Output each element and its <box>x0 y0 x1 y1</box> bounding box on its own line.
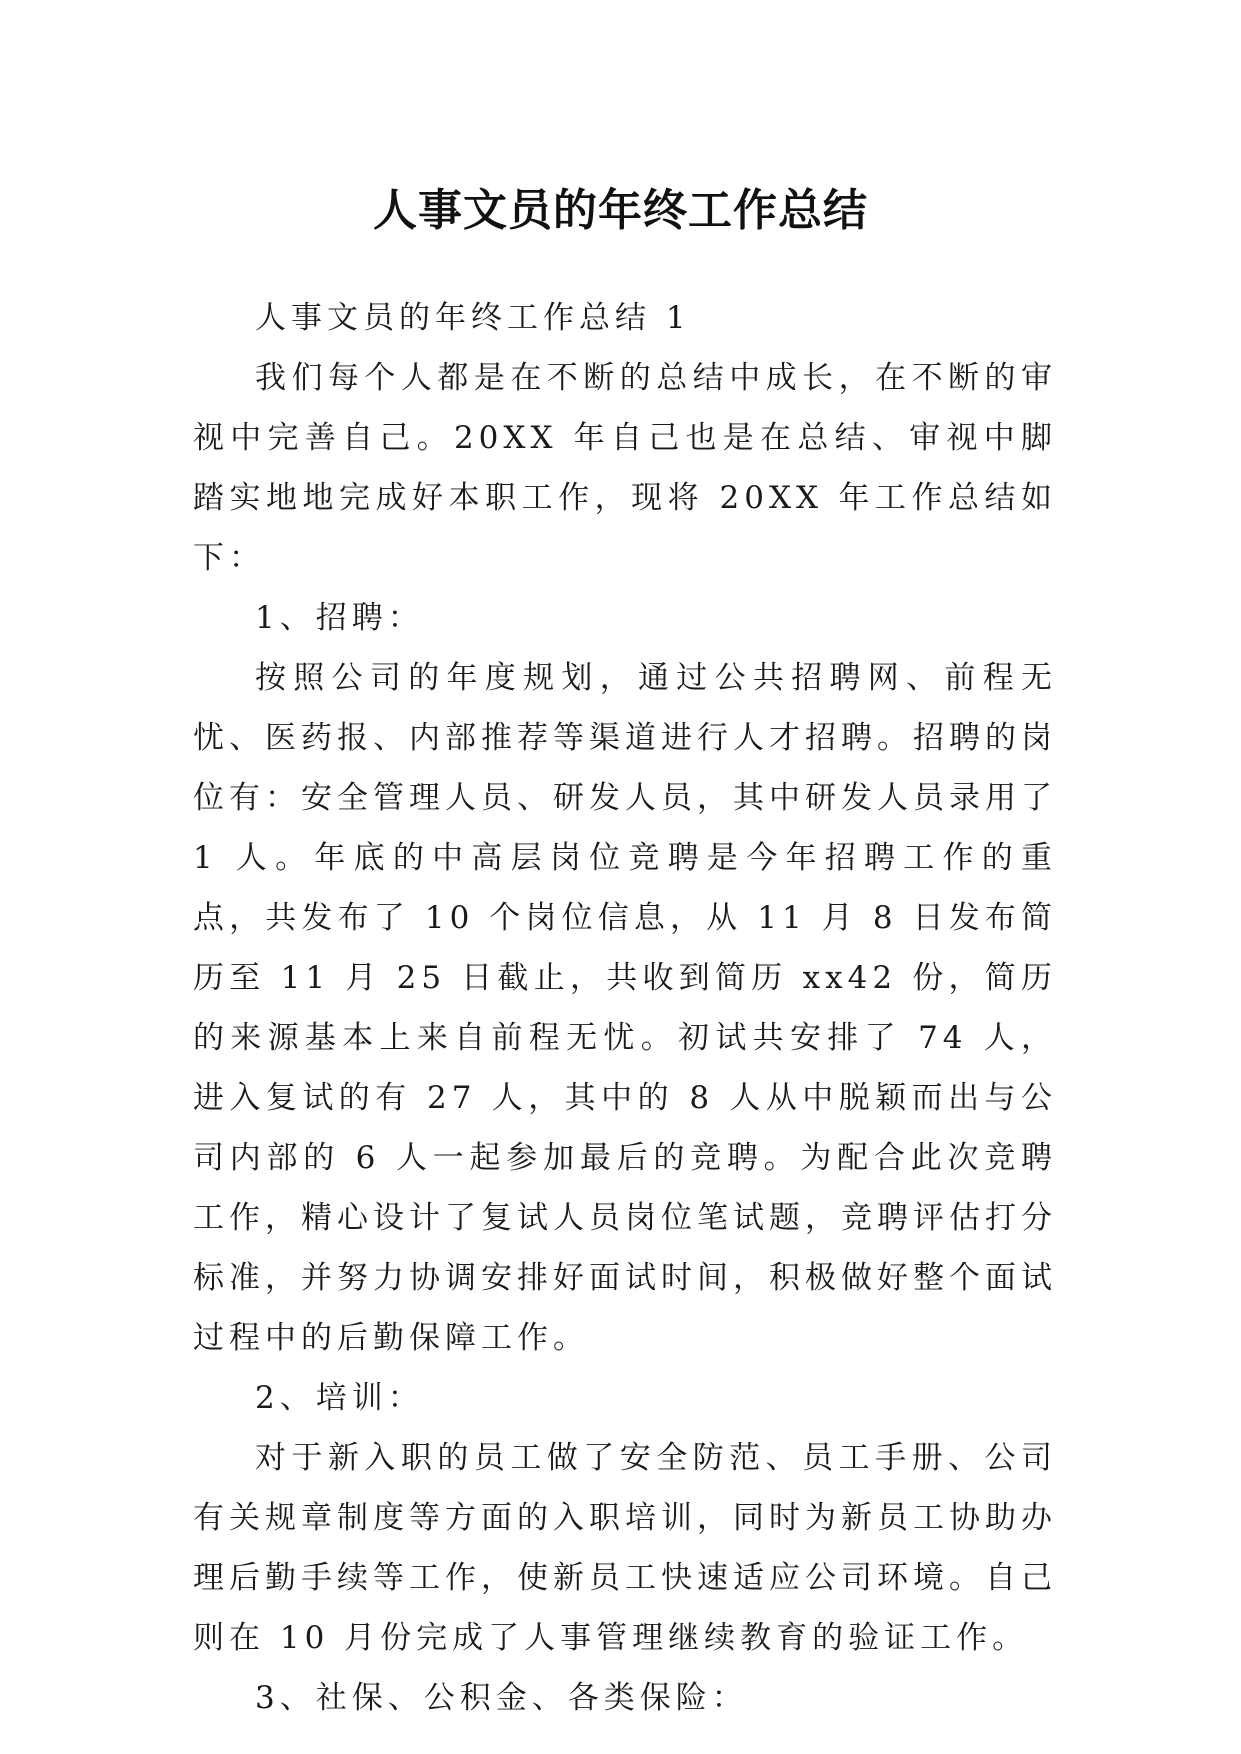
document-title: 人事文员的年终工作总结 <box>373 185 868 237</box>
intro-paragraph: 我们每个人都是在不断的总结中成长，在不断的审视中完善自己。20XX 年自己也是在总结、审视中脚踏实地地完成好本职工作，现将 20XX 年工作总结如下： <box>193 360 1057 576</box>
recruitment-paragraph: 按照公司的年度规划，通过公共招聘网、前程无忧、医药报、内部推荐等渠道进行人才招聘。招聘的岗位有：安全管理人员、研发人员，其中研发人员录用了 1 人。年底的中高层岗位竞聘是今年招聘工作的重点，共发布了 10 个岗位信息，从 11 月 8 日发布简历至 11 月 25 日截止，共收到简历 xx42 份，简历的来源基本上来自前程无忧。初试共安排了 74 人，进入复试的有 27 人，其中的 8 人从中脱颖而出与公司内部的 6 人一起参加最后的竞聘。为配合此次竞聘工作，精心设计了复试人员岗位笔试题，竞聘评估打分标准，并努力协调安排好面试时间，积极做好整个面试过程中的后勤保障工作。 <box>193 660 1057 1356</box>
item-heading-recruitment: 1、招聘： <box>255 600 424 636</box>
item-heading-training: 2、培训： <box>255 1380 424 1416</box>
section-heading: 人事文员的年终工作总结 1 <box>255 300 691 336</box>
item-heading-social-insurance: 3、社保、公积金、各类保险： <box>255 1680 748 1716</box>
training-paragraph: 对于新入职的员工做了安全防范、员工手册、公司有关规章制度等方面的入职培训，同时为新员工协助办理后勤手续等工作，使新员工快速适应公司环境。自己则在 10 月份完成了人事管理继续教育的验证工作。 <box>193 1440 1057 1656</box>
document-body <box>193 288 1057 1728</box>
